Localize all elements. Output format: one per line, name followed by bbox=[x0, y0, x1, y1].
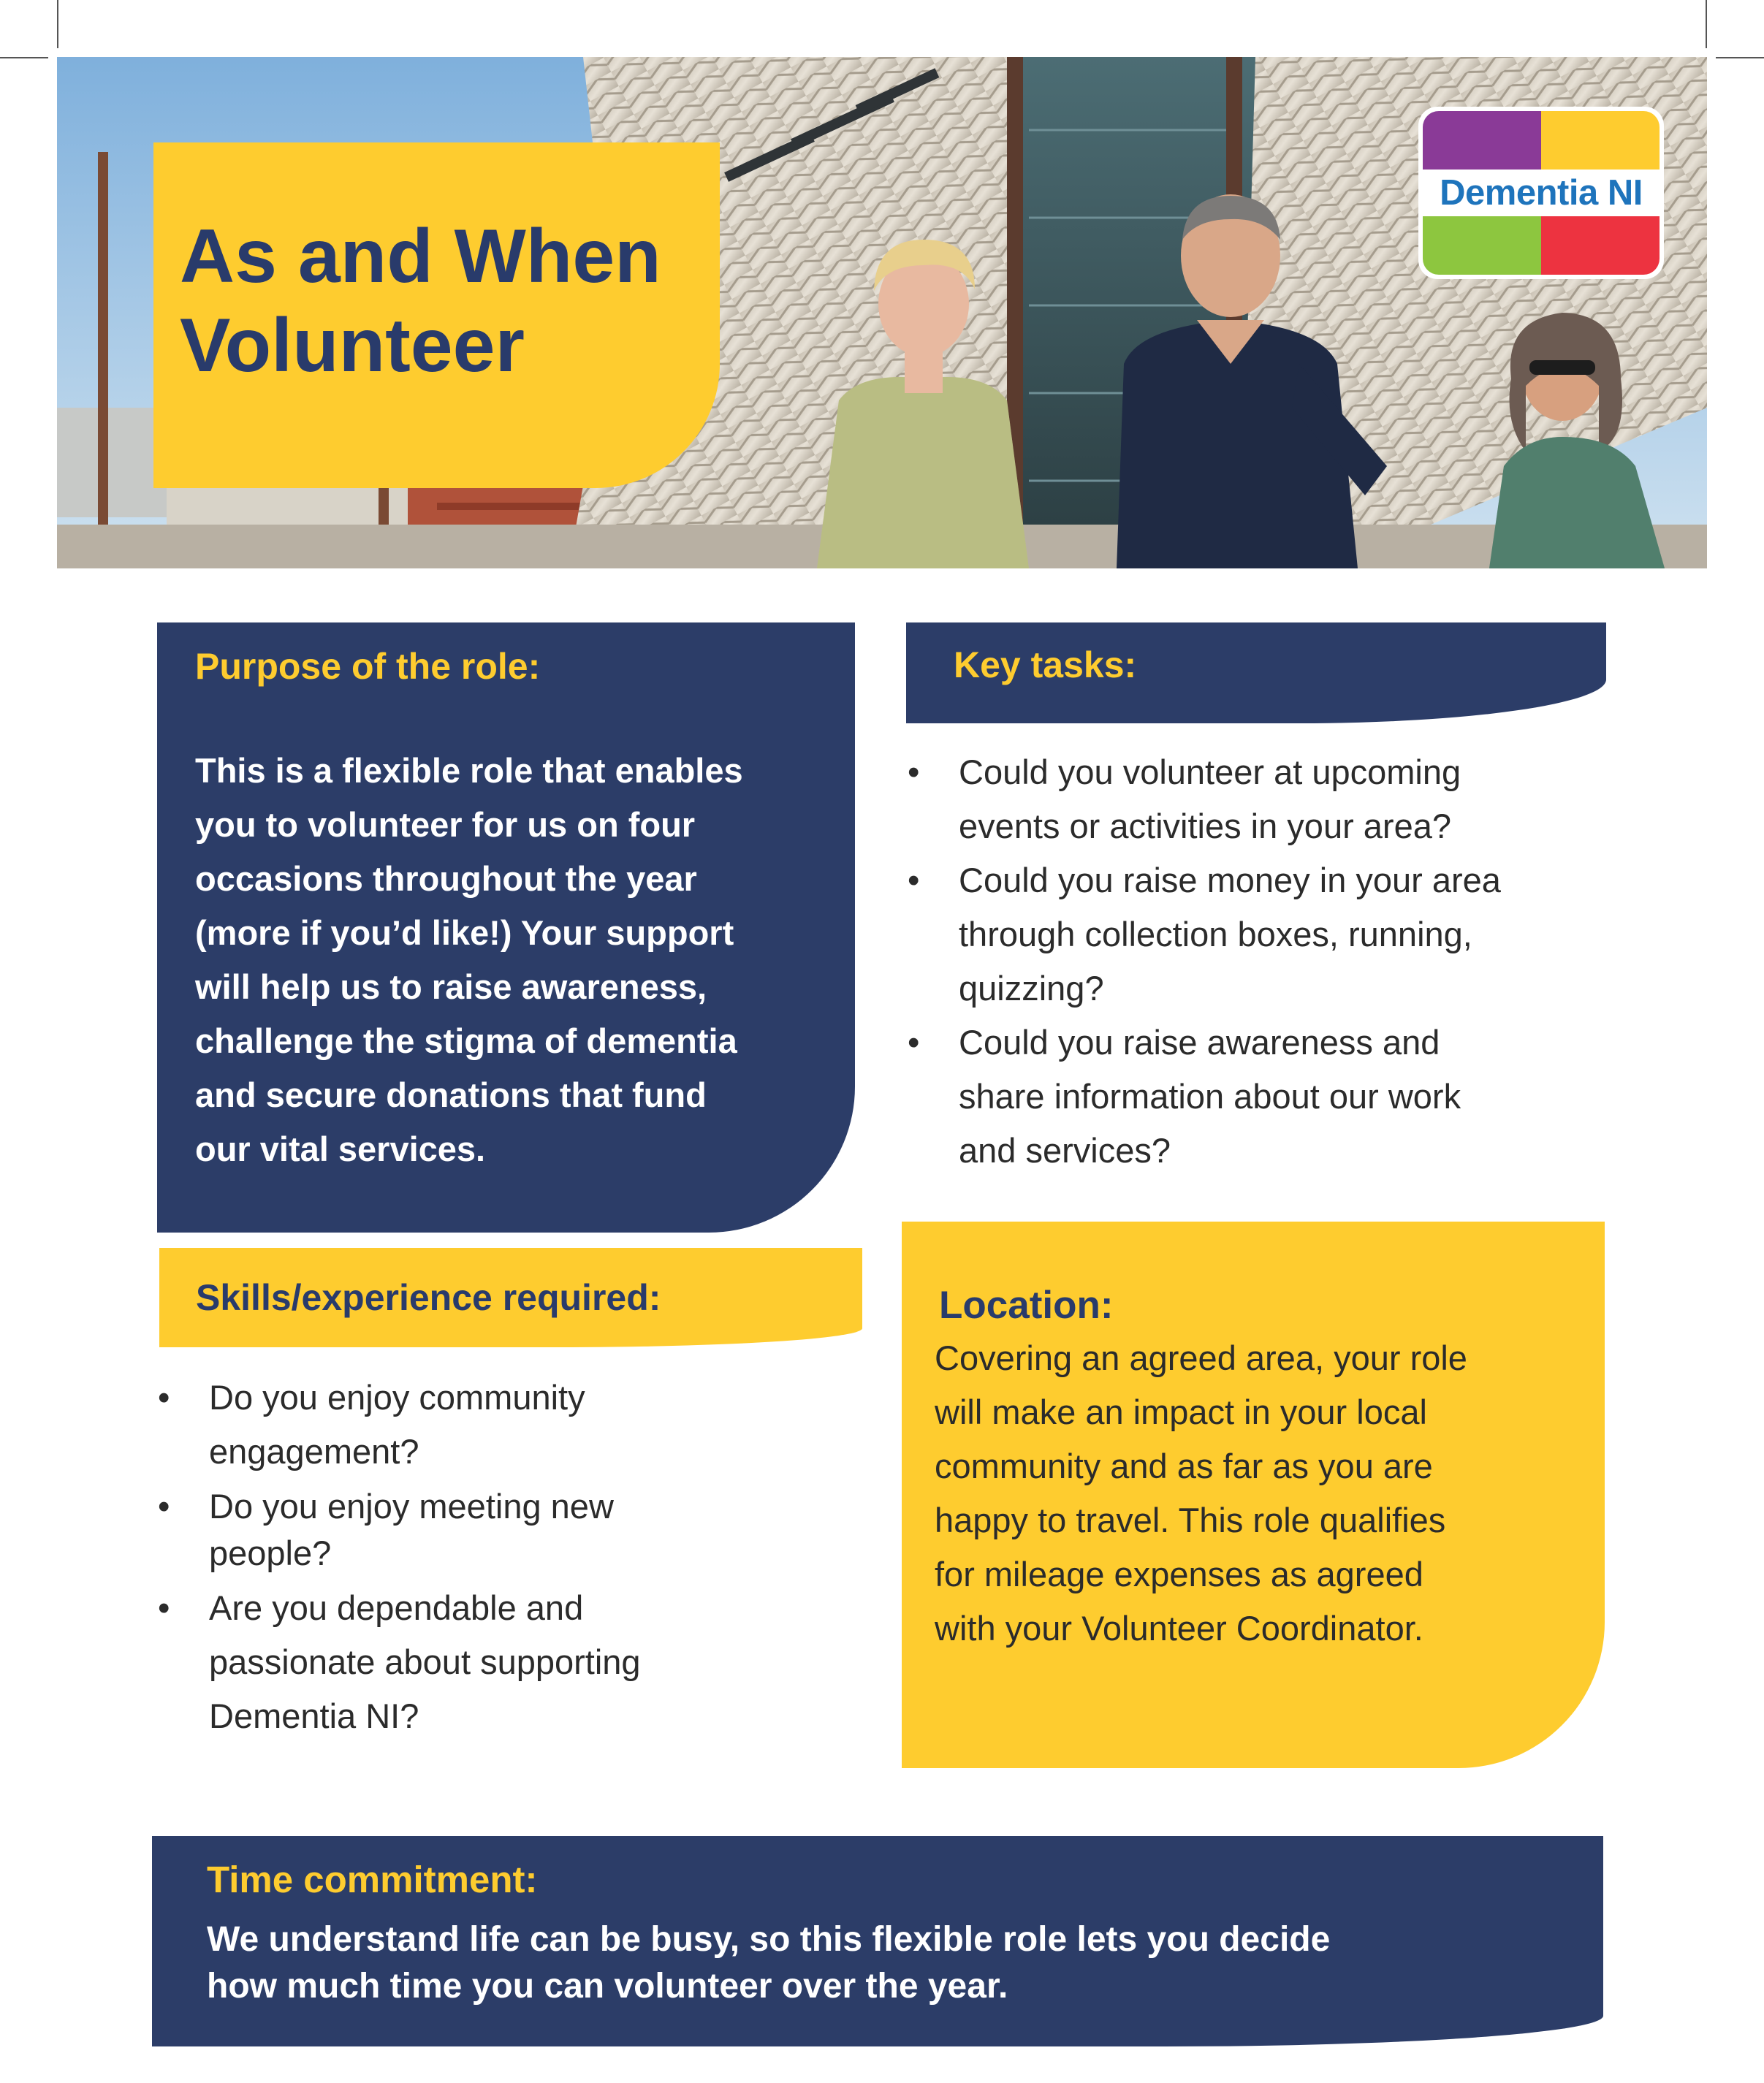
purpose-line: This is a flexible role that enables bbox=[195, 751, 743, 790]
location-line: community and as far as you are bbox=[935, 1447, 1433, 1485]
purpose-line: challenge the stigma of dementia bbox=[195, 1021, 737, 1060]
item-line: Could you raise awareness and bbox=[959, 1023, 1440, 1062]
location-line: happy to travel. This role qualifies bbox=[935, 1501, 1446, 1539]
item-line: quizzing? bbox=[959, 969, 1104, 1008]
list-item bbox=[908, 1016, 1638, 1178]
page-title bbox=[180, 212, 693, 390]
purpose-heading: Purpose of the role: bbox=[195, 646, 541, 687]
purpose-line: our vital services. bbox=[195, 1130, 486, 1168]
list-item bbox=[908, 853, 1638, 1016]
location-heading: Location: bbox=[939, 1284, 1114, 1327]
item-line: Do you enjoy community bbox=[209, 1378, 585, 1417]
item-line: through collection boxes, running, bbox=[959, 915, 1472, 953]
time-body bbox=[207, 1916, 1603, 2010]
skills-list bbox=[158, 1371, 816, 1743]
crop-mark bbox=[0, 57, 48, 58]
item-line: share information about our work bbox=[959, 1077, 1461, 1116]
location-line: Covering an agreed area, your role bbox=[935, 1338, 1467, 1377]
logo-band bbox=[1423, 170, 1660, 216]
time-line: how much time you can volunteer over the year. bbox=[207, 1967, 1008, 2006]
logo-quadrant-green bbox=[1423, 216, 1541, 275]
item-line: Could you volunteer at upcoming bbox=[959, 753, 1461, 791]
location-line: for mileage expenses as agreed bbox=[935, 1555, 1423, 1593]
crop-mark bbox=[57, 0, 58, 48]
logo-quadrant-red bbox=[1541, 216, 1660, 275]
item-line: Do you enjoy meeting new bbox=[209, 1487, 614, 1526]
bullet-icon: • bbox=[158, 1378, 170, 1417]
item-line: Could you raise money in your area bbox=[959, 861, 1501, 899]
dementia-ni-logo bbox=[1418, 107, 1664, 279]
bullet-icon: • bbox=[158, 1588, 170, 1627]
list-item bbox=[908, 745, 1638, 853]
item-line: people? bbox=[209, 1534, 332, 1572]
key-tasks-heading: Key tasks: bbox=[954, 644, 1137, 685]
item-line: passionate about supporting bbox=[209, 1642, 641, 1681]
time-commitment-panel bbox=[152, 1836, 1603, 2046]
bullet-icon: • bbox=[908, 1023, 920, 1062]
key-tasks-header bbox=[906, 622, 1606, 723]
time-line: We understand life can be busy, so this flexible role lets you decide bbox=[207, 1920, 1331, 1959]
purpose-line: will help us to raise awareness, bbox=[195, 967, 707, 1006]
item-line: Dementia NI? bbox=[209, 1697, 419, 1735]
key-tasks-list bbox=[908, 745, 1638, 1178]
skills-header bbox=[159, 1248, 862, 1347]
skills-heading: Skills/experience required: bbox=[196, 1277, 661, 1318]
location-line: will make an impact in your local bbox=[935, 1393, 1427, 1431]
title-box bbox=[153, 142, 720, 488]
bullet-icon: • bbox=[908, 753, 920, 791]
purpose-line: you to volunteer for us on four bbox=[195, 805, 696, 844]
list-item bbox=[158, 1371, 816, 1479]
item-line: Are you dependable and bbox=[209, 1588, 584, 1627]
location-line: with your Volunteer Coordinator. bbox=[935, 1609, 1423, 1648]
item-line: engagement? bbox=[209, 1432, 419, 1471]
item-line: events or activities in your area? bbox=[959, 807, 1451, 845]
title-line-1: As and When bbox=[180, 214, 661, 299]
purpose-line: and secure donations that fund bbox=[195, 1075, 707, 1114]
list-item bbox=[158, 1483, 816, 1577]
bullet-icon: • bbox=[158, 1487, 170, 1526]
purpose-line: (more if you’d like!) Your support bbox=[195, 913, 734, 952]
location-panel bbox=[902, 1222, 1605, 1768]
logo-quadrant-yellow bbox=[1541, 111, 1660, 174]
purpose-panel bbox=[157, 622, 855, 1233]
time-heading: Time commitment: bbox=[207, 1859, 538, 1900]
bullet-icon: • bbox=[908, 861, 920, 899]
list-item bbox=[158, 1581, 816, 1743]
purpose-body bbox=[195, 744, 818, 1176]
logo-text: Dementia NI bbox=[1440, 173, 1643, 213]
item-line: and services? bbox=[959, 1131, 1171, 1170]
location-body bbox=[935, 1331, 1575, 1656]
crop-mark bbox=[1706, 0, 1707, 48]
purpose-line: occasions throughout the year bbox=[195, 859, 697, 898]
title-line-2: Volunteer bbox=[180, 303, 525, 388]
crop-mark bbox=[1716, 57, 1764, 58]
logo-quadrant-purple bbox=[1423, 111, 1541, 174]
